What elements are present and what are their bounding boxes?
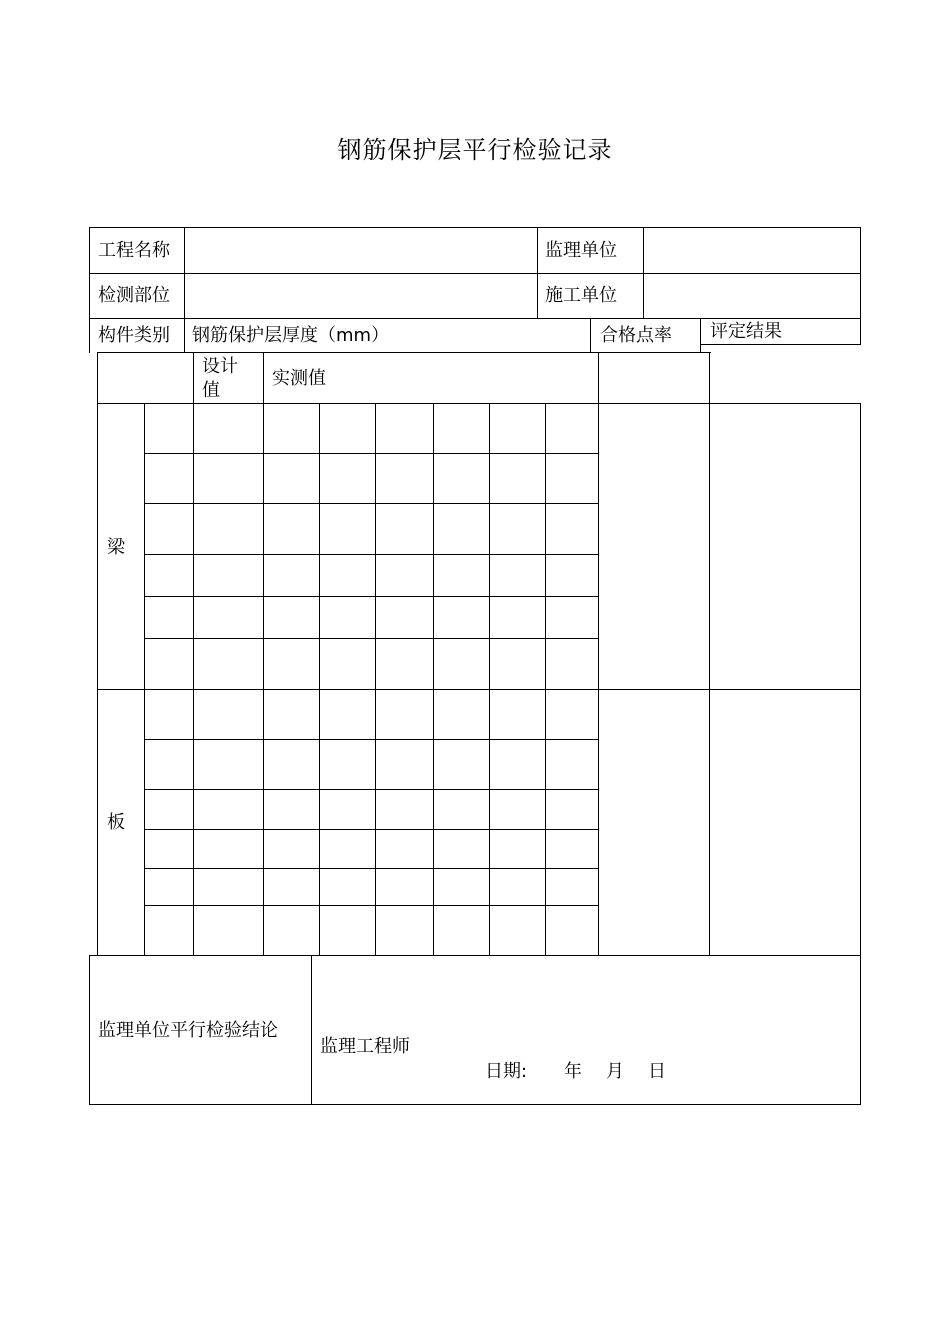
grid-line-v [89, 227, 90, 353]
grid-line-v [700, 318, 701, 353]
grid-line-h [144, 789, 599, 790]
grid-line-h [144, 905, 599, 906]
grid-line-h [144, 453, 599, 454]
grid-line-v [598, 352, 599, 956]
grid-line-v [263, 352, 264, 404]
grid-line-v [537, 227, 538, 319]
supervision-unit-label: 监理单位 [545, 240, 617, 261]
grid-line-h [700, 344, 861, 345]
grid-line-h [89, 227, 861, 228]
page-title: 钢筋保护层平行检验记录 [337, 136, 613, 164]
grid-line-h [89, 318, 861, 319]
grid-line-h [144, 554, 599, 555]
project-name-field[interactable] [192, 240, 532, 262]
grid-line-v [193, 403, 194, 956]
construction-unit-field[interactable] [650, 285, 850, 307]
conclusion-label: 监理单位平行检验结论 [98, 1020, 278, 1041]
grid-line-v [709, 352, 710, 956]
day-label: 日 [648, 1061, 666, 1082]
grid-line-v [643, 227, 644, 319]
inspection-part-field[interactable] [192, 285, 532, 307]
construction-unit-label: 施工单位 [545, 285, 617, 306]
grid-line-h [144, 596, 599, 597]
date-label: 日期: [485, 1061, 528, 1082]
pass-rate-label: 合格点率 [600, 325, 672, 346]
component-type-label: 构件类别 [98, 325, 170, 346]
evaluation-label: 评定结果 [710, 321, 782, 342]
inspection-part-label: 检测部位 [98, 285, 170, 306]
design-value-label-line2: 值 [202, 380, 220, 401]
grid-line-h [89, 1104, 861, 1105]
grid-line-h [89, 273, 861, 274]
design-value-label-line1: 设计 [202, 356, 238, 377]
year-label: 年 [564, 1061, 582, 1082]
grid-line-h [144, 638, 599, 639]
grid-line-h [144, 503, 599, 504]
grid-line-v [97, 352, 98, 956]
grid-line-h [144, 739, 599, 740]
grid-line-h [97, 403, 861, 404]
grid-line-v [433, 403, 434, 956]
project-name-label: 工程名称 [98, 240, 170, 261]
grid-line-v [193, 352, 194, 404]
grid-line-v [860, 955, 861, 1105]
engineer-label: 监理工程师 [320, 1036, 410, 1057]
grid-line-v [375, 403, 376, 956]
grid-line-v [89, 955, 90, 1105]
month-label: 月 [606, 1061, 624, 1082]
grid-line-v [489, 403, 490, 956]
supervision-unit-field[interactable] [650, 240, 850, 262]
grid-line-h [89, 955, 861, 956]
thickness-label: 钢筋保护层厚度（mm） [192, 325, 390, 346]
measured-value-label: 实测值 [272, 368, 326, 389]
grid-line-h [97, 352, 711, 353]
grid-line-v [144, 403, 145, 956]
grid-line-v [860, 403, 861, 956]
grid-line-v [545, 403, 546, 956]
beam-label: 梁 [107, 537, 125, 558]
grid-line-v [319, 403, 320, 956]
slab-label: 板 [107, 812, 125, 833]
grid-line-v [184, 227, 185, 353]
grid-line-v [590, 318, 591, 353]
grid-line-h [144, 829, 599, 830]
grid-line-v [263, 403, 264, 956]
grid-line-h [97, 689, 861, 690]
grid-line-v [311, 955, 312, 1105]
grid-line-h [144, 868, 599, 869]
grid-line-v [860, 227, 861, 345]
